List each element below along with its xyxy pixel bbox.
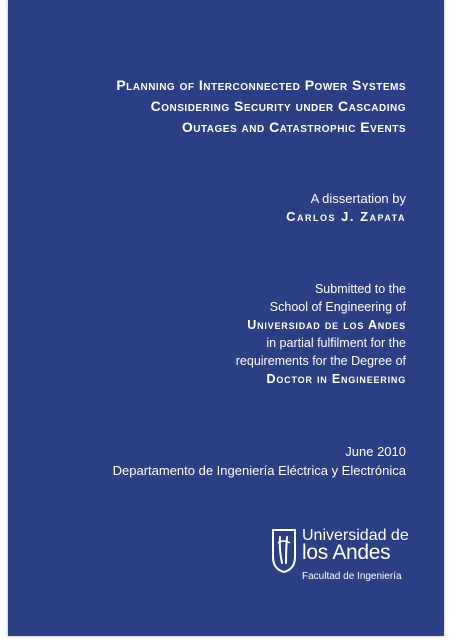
university-emblem-icon — [270, 529, 298, 573]
submission-line: in partial fulfilment for the — [266, 336, 406, 350]
logo-text-line: los Andes — [302, 541, 391, 564]
dissertation-cover — [8, 0, 444, 636]
byline-prefix: A dissertation by — [310, 191, 406, 206]
submission-statement — [236, 280, 406, 388]
submission-line: requirements for the Degree of — [235, 354, 406, 368]
title-line: Planning of Interconnected Power Systems — [116, 77, 406, 93]
byline — [286, 190, 406, 226]
submission-date: June 2010 — [345, 444, 406, 459]
university-logo — [270, 527, 420, 591]
submission-line: School of Engineering of — [269, 300, 406, 314]
department-name: Departamento de Ingeniería Eléctrica y Electrónica — [112, 463, 406, 478]
logo-text-line: Universidad de — [302, 527, 409, 544]
degree-name: Doctor in Engineering — [266, 372, 406, 386]
dissertation-title — [6, 75, 406, 138]
title-line: Considering Security under Cascading — [150, 98, 406, 114]
submission-line: Submitted to the — [314, 282, 406, 296]
author-name: Carlos J. Zapata — [286, 209, 406, 224]
title-line: Outages and Catastrophic Events — [181, 119, 406, 135]
date-block — [113, 442, 406, 480]
university-name: Universidad de los Andes — [247, 318, 406, 332]
logo-faculty: Facultad de Ingeniería — [302, 571, 402, 582]
